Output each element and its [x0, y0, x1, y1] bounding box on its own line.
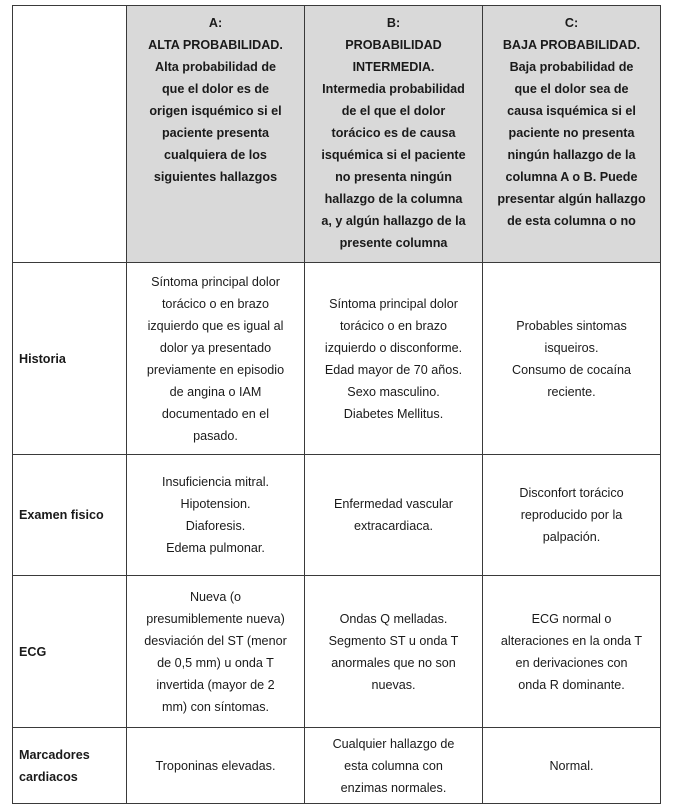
text-line: presente columna [339, 236, 448, 250]
text-line: isquémica si el paciente [321, 148, 466, 162]
cell-examen-fisico-c [483, 455, 661, 576]
text-line: ECG normal o [531, 611, 612, 626]
row-label-historia [13, 263, 127, 455]
text-line: Edema pulmonar. [166, 541, 265, 555]
text-line: Insuficiencia mitral. [161, 475, 270, 489]
text-line: Normal. [549, 758, 594, 773]
text-line: presumiblemente nueva) [146, 611, 285, 626]
text-line: Disconfort torácico [519, 486, 624, 500]
text-line: Examen fisico [19, 508, 104, 522]
text-line: Hipotension. [180, 497, 251, 511]
cell-historia-b [305, 263, 483, 455]
cell-examen-fisico-a [127, 455, 305, 576]
text-line: origen isquémico si el [149, 104, 282, 118]
text-line: Ondas Q melladas. [339, 611, 448, 626]
row-label-ecg [13, 576, 127, 728]
text-line: en derivaciones con [515, 655, 628, 670]
text-line: previamente en episodio [146, 362, 285, 377]
text-line: torácico o en brazo [161, 296, 270, 311]
cell-historia-c [483, 263, 661, 455]
text-line: Síntoma principal dolor [329, 296, 458, 311]
table-row-marcadores-cardiacos [13, 728, 661, 804]
text-line: causa isquémica si el [507, 104, 636, 118]
table-row-examen-fisico [13, 455, 661, 576]
text-line: Baja probabilidad de [509, 60, 634, 74]
header-cell-a [127, 6, 305, 263]
text-line: ALTA PROBABILIDAD. [148, 38, 283, 52]
text-line: Enfermedad vascular [333, 497, 453, 511]
text-line: siguientes hallazgos [153, 170, 278, 184]
text-line: Marcadores [19, 747, 90, 762]
text-line: C: [564, 16, 579, 30]
cell-ecg-b [305, 576, 483, 728]
text-line: mm) con síntomas. [161, 699, 270, 714]
text-line: paciente no presenta [508, 126, 635, 140]
probability-table [12, 5, 661, 804]
text-line: de angina o IAM [169, 384, 262, 399]
text-line: B: [386, 16, 401, 30]
text-line: izquierdo o disconforme. [324, 340, 463, 355]
row-label-marcadores-cardiacos [13, 728, 127, 804]
cell-ecg-a [127, 576, 305, 728]
text-line: alteraciones en la onda T [500, 633, 643, 648]
text-line: hallazgo de la columna [324, 192, 463, 206]
text-line: onda R dominante. [518, 677, 625, 692]
text-line: Diaforesis. [185, 519, 246, 533]
text-line: dolor ya presentado [159, 340, 272, 355]
table-row-ecg [13, 576, 661, 728]
text-line: Historia [19, 351, 66, 366]
text-line: anormales que no son [331, 655, 456, 670]
text-line: cualquiera de los [164, 148, 267, 162]
cell-marcadores-cardiacos-a [127, 728, 305, 804]
text-line: Cualquier hallazgo de [332, 736, 455, 751]
text-line: presentar algún hallazgo [497, 192, 646, 206]
text-line: palpación. [542, 530, 601, 544]
header-corner-cell [13, 6, 127, 263]
text-line: invertida (mayor de 2 [156, 677, 275, 692]
text-line: Consumo de cocaína [511, 362, 631, 377]
text-line: ningún hallazgo de la [507, 148, 636, 162]
cell-historia-a [127, 263, 305, 455]
text-line: INTERMEDIA. [352, 60, 435, 74]
text-line: que el dolor sea de [514, 82, 629, 96]
text-line: isqueiros. [544, 340, 599, 355]
text-line: cardiacos [19, 769, 78, 784]
header-cell-b [305, 6, 483, 263]
header-cell-c [483, 6, 661, 263]
text-line: ECG [19, 644, 47, 659]
text-line: reciente. [547, 384, 596, 399]
text-line: A: [208, 16, 223, 30]
text-line: nuevas. [371, 677, 416, 692]
text-line: a, y algún hallazgo de la [321, 214, 466, 228]
text-line: extracardiaca. [353, 519, 434, 533]
text-line: Edad mayor de 70 años. [324, 362, 463, 377]
text-line: Troponinas elevadas. [155, 758, 276, 773]
cell-marcadores-cardiacos-b [305, 728, 483, 804]
text-line: paciente presenta [161, 126, 270, 140]
cell-ecg-c [483, 576, 661, 728]
row-label-examen-fisico [13, 455, 127, 576]
text-line: columna A o B. Puede [505, 170, 638, 184]
text-line: Probables sintomas [516, 318, 627, 333]
text-line: Nueva (o [189, 589, 242, 604]
text-line: torácico es de causa [331, 126, 456, 140]
text-line: documentado en el [161, 406, 270, 421]
text-line: Intermedia probabilidad [322, 82, 465, 96]
text-line: pasado. [193, 428, 238, 443]
text-line: Diabetes Mellitus. [343, 406, 444, 421]
text-line: Síntoma principal dolor [151, 274, 280, 289]
text-line: torácico o en brazo [339, 318, 448, 333]
text-line: de 0,5 mm) u onda T [157, 655, 274, 670]
document-page [12, 5, 661, 804]
text-line: PROBABILIDAD [345, 38, 442, 52]
table-row-historia [13, 263, 661, 455]
text-line: esta columna con [344, 758, 443, 773]
text-line: enzimas normales. [340, 780, 447, 795]
cell-examen-fisico-b [305, 455, 483, 576]
header-row [13, 6, 661, 263]
text-line: desviación del ST (menor [144, 633, 287, 648]
text-line: de esta columna o no [507, 214, 636, 228]
text-line: izquierdo que es igual al [147, 318, 284, 333]
text-line: de el que el dolor [341, 104, 446, 118]
cell-marcadores-cardiacos-c [483, 728, 661, 804]
text-line: Alta probabilidad de [154, 60, 277, 74]
text-line: no presenta ningún [335, 170, 452, 184]
text-line: que el dolor es de [161, 82, 270, 96]
text-line: Sexo masculino. [347, 384, 440, 399]
text-line: reproducido por la [520, 508, 623, 522]
text-line: Segmento ST u onda T [328, 633, 459, 648]
text-line: BAJA PROBABILIDAD. [502, 38, 641, 52]
